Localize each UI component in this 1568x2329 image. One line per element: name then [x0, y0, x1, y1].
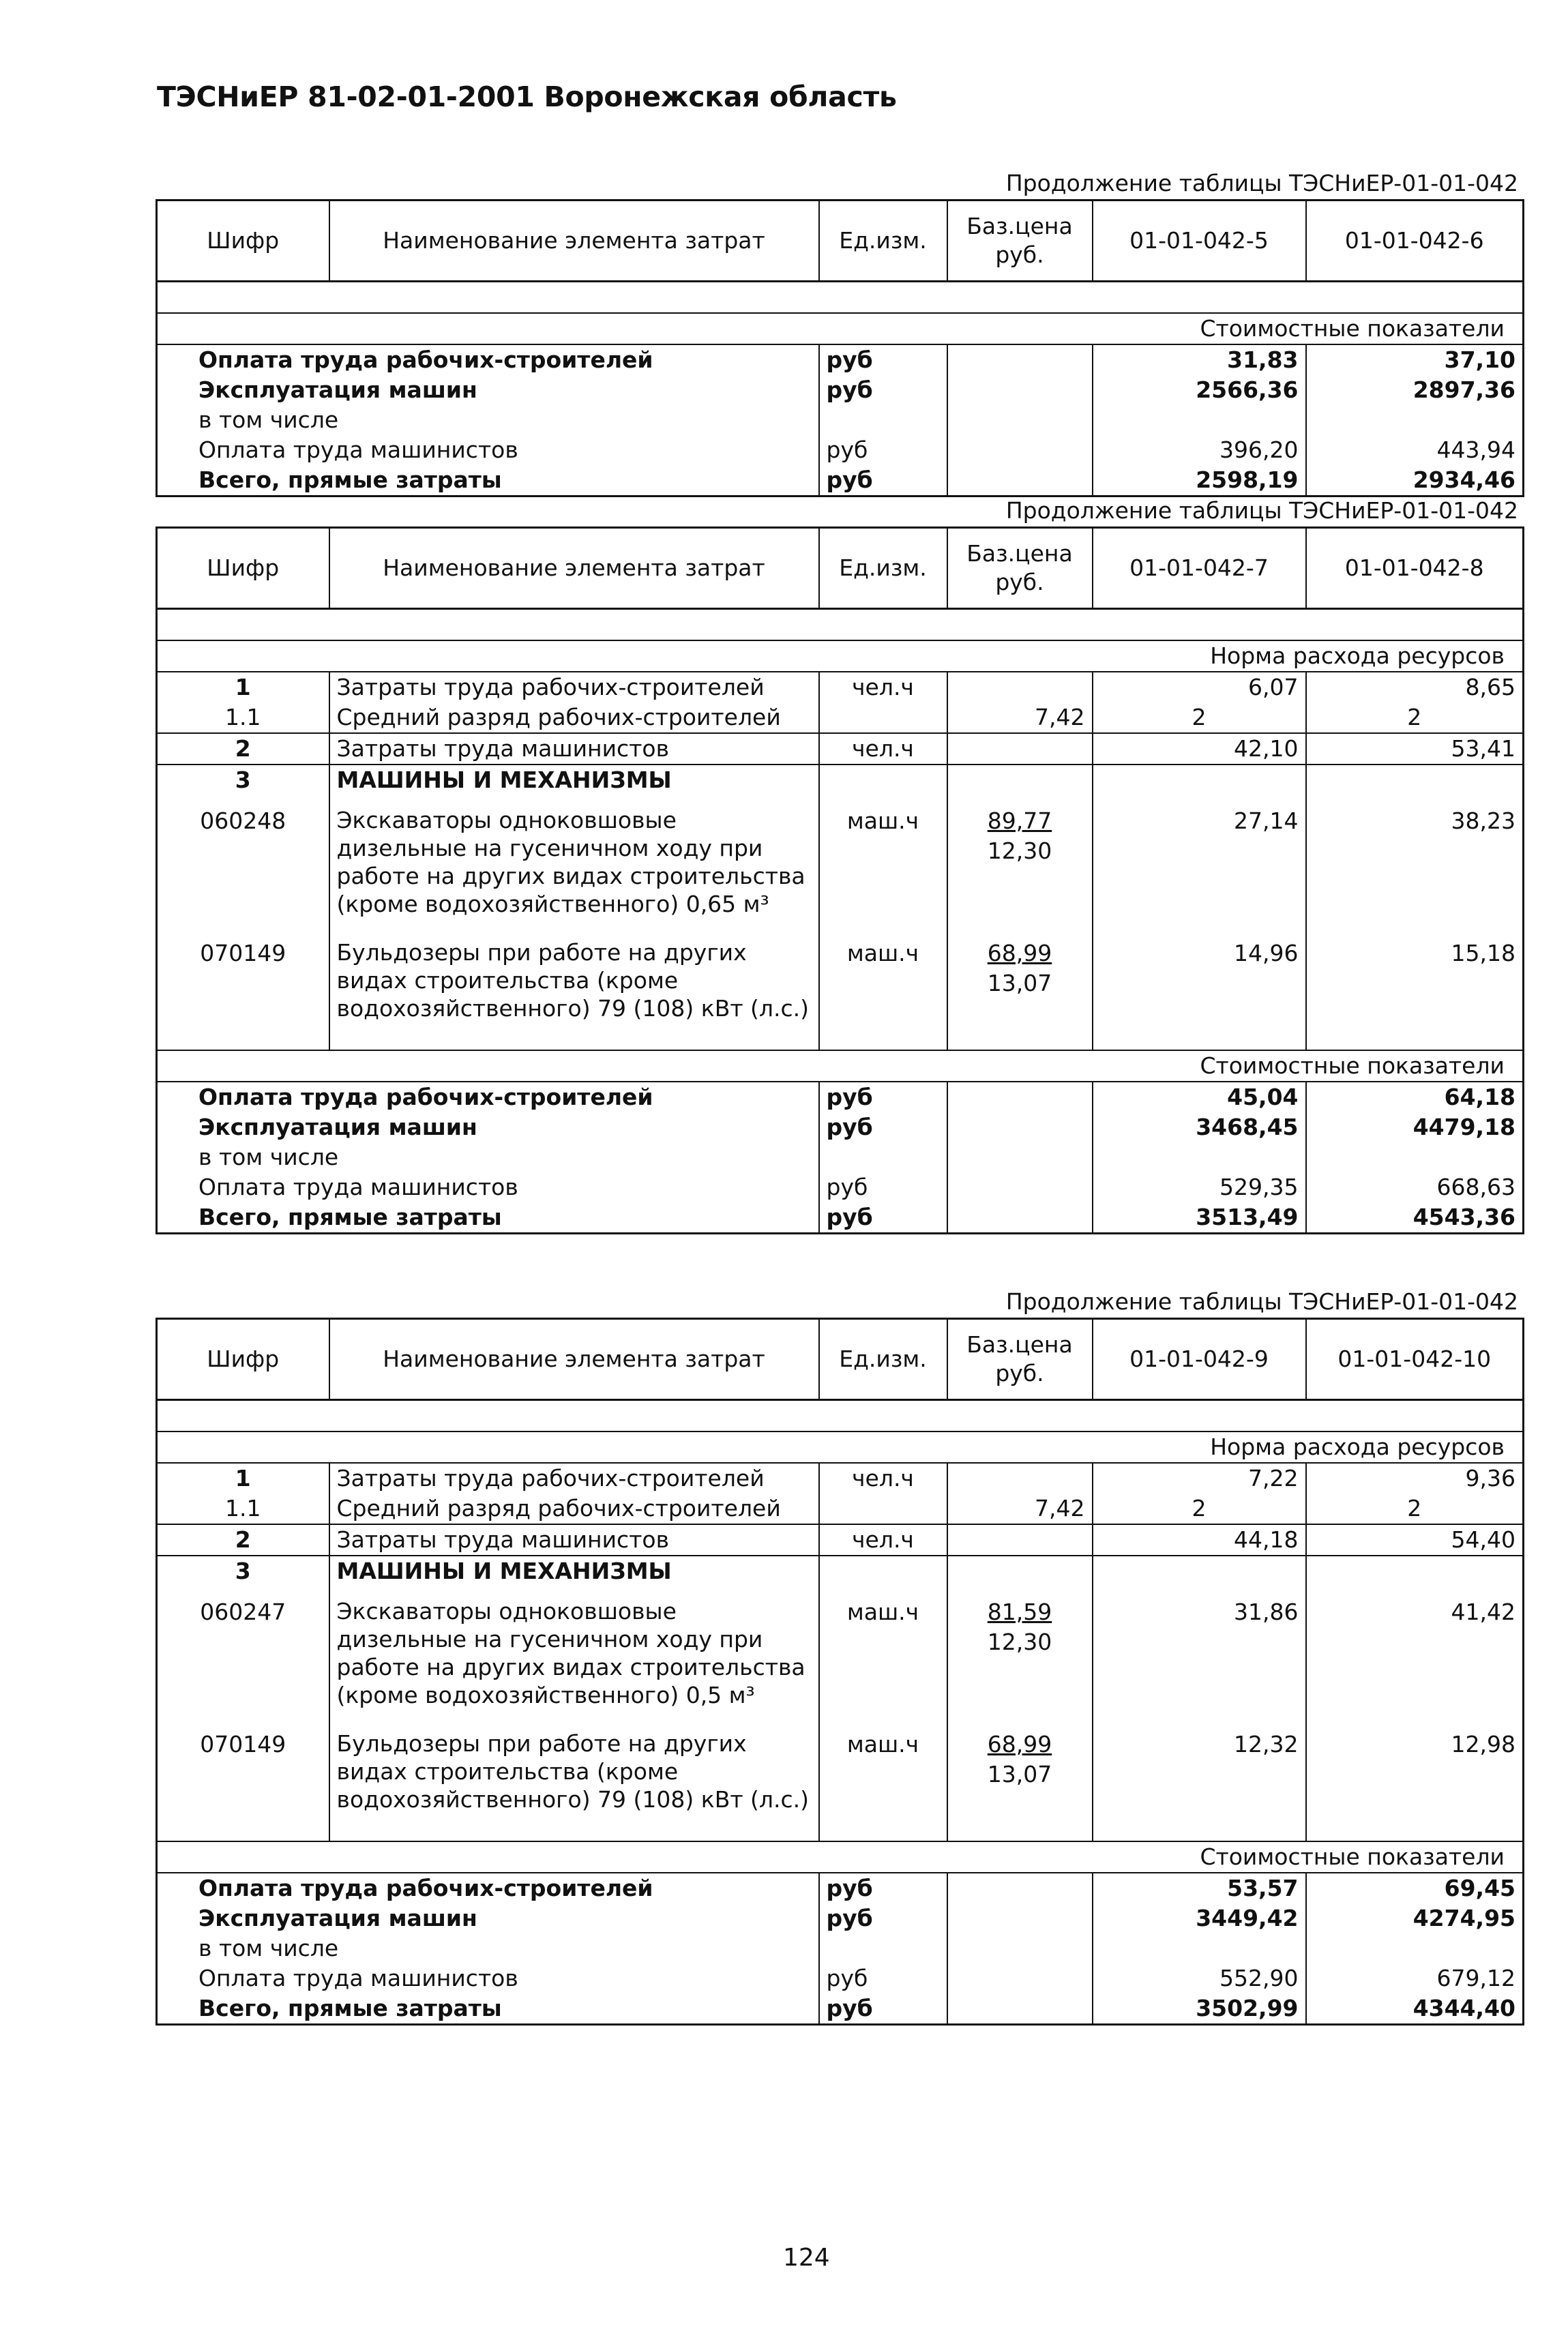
header-col-a: 01-01-042-7: [1093, 528, 1306, 609]
table-row: 3 МАШИНЫ И МЕХАНИЗМЫ: [157, 1556, 1524, 1597]
table-row: Оплата труда машинистов руб 396,20 443,94: [157, 435, 1524, 465]
table-block-2: [156, 495, 1522, 1234]
table-row: Всего, прямые затраты руб 3513,49 4543,36: [157, 1202, 1524, 1234]
header-code: Шифр: [157, 1319, 329, 1400]
header-col-a: 01-01-042-9: [1093, 1319, 1306, 1400]
header-price: Баз.цена руб.: [947, 528, 1093, 609]
table-header-row: [157, 528, 1524, 609]
header-col-b: 01-01-042-6: [1306, 201, 1524, 282]
table-row: в том числе: [157, 1142, 1524, 1172]
norm-table-3: [156, 1318, 1524, 2026]
table-row: Всего, прямые затраты руб 2598,19 2934,46: [157, 465, 1524, 496]
header-unit: Ед.изм.: [819, 528, 947, 609]
cost-table-1: [156, 199, 1524, 497]
table-row: Эксплуатация машин руб 3449,42 4274,95: [157, 1903, 1524, 1933]
table-row: 060247 Экскаваторы одноковшовые дизельные на гусеничном ходу при работе на других видах строительства (кроме водохозяйственного) 0,5 м³ маш.ч 81,59 12,30 31,86 41,42: [157, 1597, 1524, 1730]
table-header-row: [157, 201, 1524, 282]
table-caption: Продолжение таблицы ТЭСНиЕР-01-01-042: [1005, 497, 1518, 524]
header-code: Шифр: [157, 201, 329, 282]
table-header-row: [157, 1319, 1524, 1400]
table-row: Оплата труда машинистов руб 552,90 679,12: [157, 1963, 1524, 1993]
table-block-3: [156, 1286, 1522, 2026]
header-unit: Ед.изм.: [819, 201, 947, 282]
table-row: Оплата труда рабочих-строителей руб 53,57 69,45: [157, 1873, 1524, 1903]
table-row: 1.1 Средний разряд рабочих-строителей 7,42 2 2: [157, 1494, 1524, 1524]
header-name: Наименование элемента затрат: [329, 1319, 819, 1400]
header-code: Шифр: [157, 528, 329, 609]
document-title: ТЭСНиЕР 81-02-01-2001 Воронежская область: [157, 80, 897, 113]
norm-table-2: [156, 526, 1524, 1234]
header-name: Наименование элемента затрат: [329, 528, 819, 609]
table-row: Оплата труда машинистов руб 529,35 668,63: [157, 1172, 1524, 1202]
table-row: 2 Затраты труда машинистов чел.ч 44,18 54,40: [157, 1524, 1524, 1556]
table-row: 1 Затраты труда рабочих-строителей чел.ч 7,22 9,36: [157, 1463, 1524, 1494]
table-row: 060248 Экскаваторы одноковшовые дизельные на гусеничном ходу при работе на других видах строительства (кроме водохозяйственного) 0,65 м³ маш.ч 89,77 12,30 27,14 38,23: [157, 806, 1524, 938]
section-label: Стоимостные показатели: [157, 313, 1524, 344]
table-row: Всего, прямые затраты руб 3502,99 4344,40: [157, 1993, 1524, 2025]
table-row: в том числе: [157, 1933, 1524, 1963]
table-block-1: [156, 168, 1522, 497]
table-row: 1 Затраты труда рабочих-строителей чел.ч 6,07 8,65: [157, 672, 1524, 702]
header-price: Баз.цена руб.: [947, 201, 1093, 282]
table-row: 070149 Бульдозеры при работе на других видах строительства (кроме водохозяйственного) 79 (108) кВт (л.с.) маш.ч 68,99 13,07 12,32 12,98: [157, 1730, 1524, 1841]
table-row: Оплата труда рабочих-строителей руб 45,04 64,18: [157, 1082, 1524, 1112]
header-col-b: 01-01-042-8: [1306, 528, 1524, 609]
section-label: Стоимостные показатели: [157, 1841, 1524, 1873]
table-row: в том числе: [157, 405, 1524, 435]
table-row: Оплата труда рабочих-строителей руб 31,83 37,10: [157, 344, 1524, 375]
table-caption: Продолжение таблицы ТЭСНиЕР-01-01-042: [1005, 1288, 1518, 1315]
table-row: Эксплуатация машин руб 2566,36 2897,36: [157, 375, 1524, 405]
header-col-a: 01-01-042-5: [1093, 201, 1306, 282]
section-label: Норма расхода ресурсов: [157, 640, 1524, 672]
table-caption: Продолжение таблицы ТЭСНиЕР-01-01-042: [1005, 170, 1518, 196]
header-unit: Ед.изм.: [819, 1319, 947, 1400]
header-name: Наименование элемента затрат: [329, 201, 819, 282]
table-row: 1.1 Средний разряд рабочих-строителей 7,42 2 2: [157, 702, 1524, 733]
header-col-b: 01-01-042-10: [1306, 1319, 1524, 1400]
table-row: Эксплуатация машин руб 3468,45 4479,18: [157, 1112, 1524, 1142]
table-row: 070149 Бульдозеры при работе на других видах строительства (кроме водохозяйственного) 79 (108) кВт (л.с.) маш.ч 68,99 13,07 14,96 15,18: [157, 938, 1524, 1050]
table-row: 3 МАШИНЫ И МЕХАНИЗМЫ: [157, 765, 1524, 806]
header-price: Баз.цена руб.: [947, 1319, 1093, 1400]
section-label: Норма расхода ресурсов: [157, 1431, 1524, 1463]
section-label: Стоимостные показатели: [157, 1050, 1524, 1082]
table-row: 2 Затраты труда машинистов чел.ч 42,10 53,41: [157, 733, 1524, 765]
page-number: 124: [783, 2244, 830, 2272]
